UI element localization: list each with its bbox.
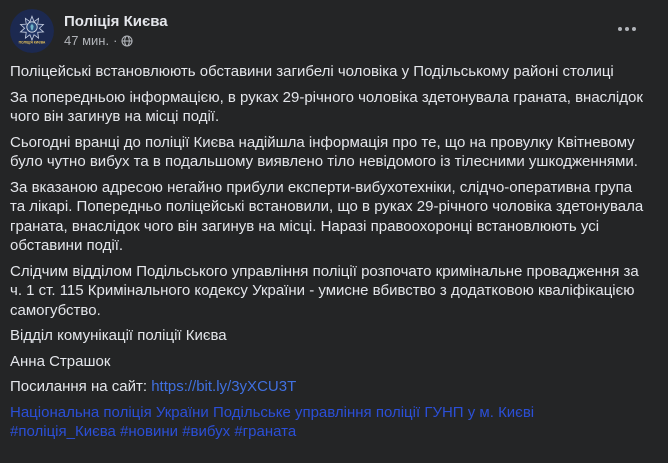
page-avatar[interactable] (10, 9, 54, 53)
globe-public-icon (121, 35, 133, 47)
post-paragraph: За вказаною адресою негайно прибули експерти-вибухотехніки, слідчо-оперативна група та лікарі. Попередньо поліцейські встановили, що в руках 29-річного чоловіка здетонувала граната, внаслідок чого він загинув на місці. Наразі правоохоронці встановлюють усі обставини події. (10, 178, 644, 254)
page-name-link[interactable]: Поліція Києва (64, 13, 168, 30)
post-paragraph: Сьогодні вранці до поліції Києва надійшла інформація про те, що на провулку Квітневому було чутно вибух та в подальшому виявлено тіло невідомого із тілесними ушкодженнями. (10, 133, 638, 170)
post-paragraph: Поліцейські встановлюють обставини загибелі чоловіка у Подільському районі столиці (10, 63, 614, 80)
hashtag-link[interactable]: #новини (120, 423, 179, 440)
post-body (10, 62, 644, 442)
site-link-prefix: Посилання на сайт: (10, 378, 152, 395)
site-link-line (10, 377, 644, 397)
timestamp-link[interactable]: 47 мин. (64, 33, 110, 48)
post-meta-row (64, 33, 614, 49)
hashtag-line (10, 422, 644, 442)
post-header (10, 9, 644, 53)
hashtag-link[interactable]: #вибух (182, 423, 231, 440)
hashtag-link[interactable]: #поліція_Києва (10, 423, 116, 440)
post-paragraph: Відділ комунікації поліції Києва (10, 327, 227, 344)
header-text (64, 9, 614, 49)
meta-separator: · (113, 33, 118, 48)
site-url-link[interactable]: https://bit.ly/3yXCU3T (151, 378, 297, 395)
avatar-label: ПОЛІЦІЯ КИЄВА (18, 40, 46, 45)
post-paragraph: За попередньою інформацією, в руках 29-річного чоловіка здетонувала граната, внаслідок чого він загинув на місці події. (10, 88, 643, 125)
page-mention-link[interactable]: Національна поліція України Подільське управління поліції ГУНП у м. Києві (10, 403, 535, 421)
mention-and-hashtags (10, 403, 644, 442)
post-paragraph: Слідчим відділом Подільського управління поліції розпочато кримінальне провадження за ч. 1 ст. 115 Кримінального кодексу України - умисне вбивство з додатковою кваліфікацією самогубство. (10, 262, 639, 319)
hashtag-link[interactable]: #граната (234, 423, 297, 440)
more-options-button[interactable] (614, 23, 640, 35)
ellipsis-icon (618, 27, 636, 31)
post-paragraph: Анна Страшок (10, 352, 111, 370)
